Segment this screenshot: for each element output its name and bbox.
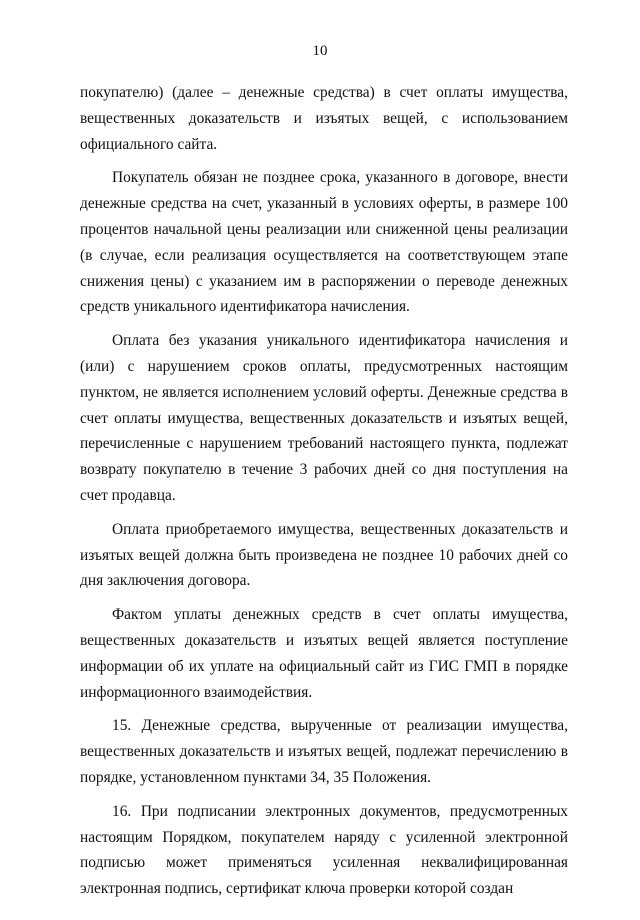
- document-body: [80, 80, 568, 902]
- paragraph-payment-deadline: Оплата приобретаемого имущества, вещественных доказательств и изъятых вещей должна быть произведена не позднее 10 рабочих дней со дня заключения договора.: [80, 520, 568, 590]
- paragraph-payment-obligation: Покупатель обязан не позднее срока, указанного в договоре, внести денежные средства на счет, указанный в условиях оферты, в размере 100 процентов начальной цены реализации или сниженной цены реализации (в случае, если реализация осуществляется на соответствующем этапе снижения цены) с указанием им в распоряжении о переводе денежных средств уникального идентификатора начисления.: [80, 169, 568, 316]
- paragraph-item-15: 15. Денежные средства, вырученные от реализации имущества, вещественных доказательств и изъятых вещей, подлежат перечислению в порядке, установленном пунктами 34, 35 Положения.: [80, 717, 568, 786]
- paragraph-payment-fact: Фактом уплаты денежных средств в счет оплаты имущества, вещественных доказательств и изъятых вещей является поступление информации об их уплате на официальный сайт из ГИС ГМП в порядке информационного взаимодействия.: [80, 606, 568, 701]
- page-number: 10: [312, 43, 328, 59]
- paragraph-item-16: 16. При подписании электронных документов, предусмотренных настоящим Порядком, покупателем наряду с усиленной электронной подписью может применяться усиленная неквалифицированная электронная подпись, сертификат ключа проверки которой создан: [80, 802, 568, 898]
- paragraph-continuation: покупателю) (далее – денежные средства) в счет оплаты имущества, вещественных доказательств и изъятых вещей, с использованием официального сайта.: [80, 84, 568, 153]
- paragraph-payment-without-id: Оплата без указания уникального идентификатора начисления и (или) с нарушением сроков оплаты, предусмотренных настоящим пунктом, не является исполнением условий оферты. Денежные средства в счет оплаты имущества, вещественных доказательств и изъятых вещей, перечисленные с нарушением требований настоящего пункта, подлежат возврату покупателю в течение 3 рабочих дней со дня поступления на счет продавца.: [80, 332, 568, 504]
